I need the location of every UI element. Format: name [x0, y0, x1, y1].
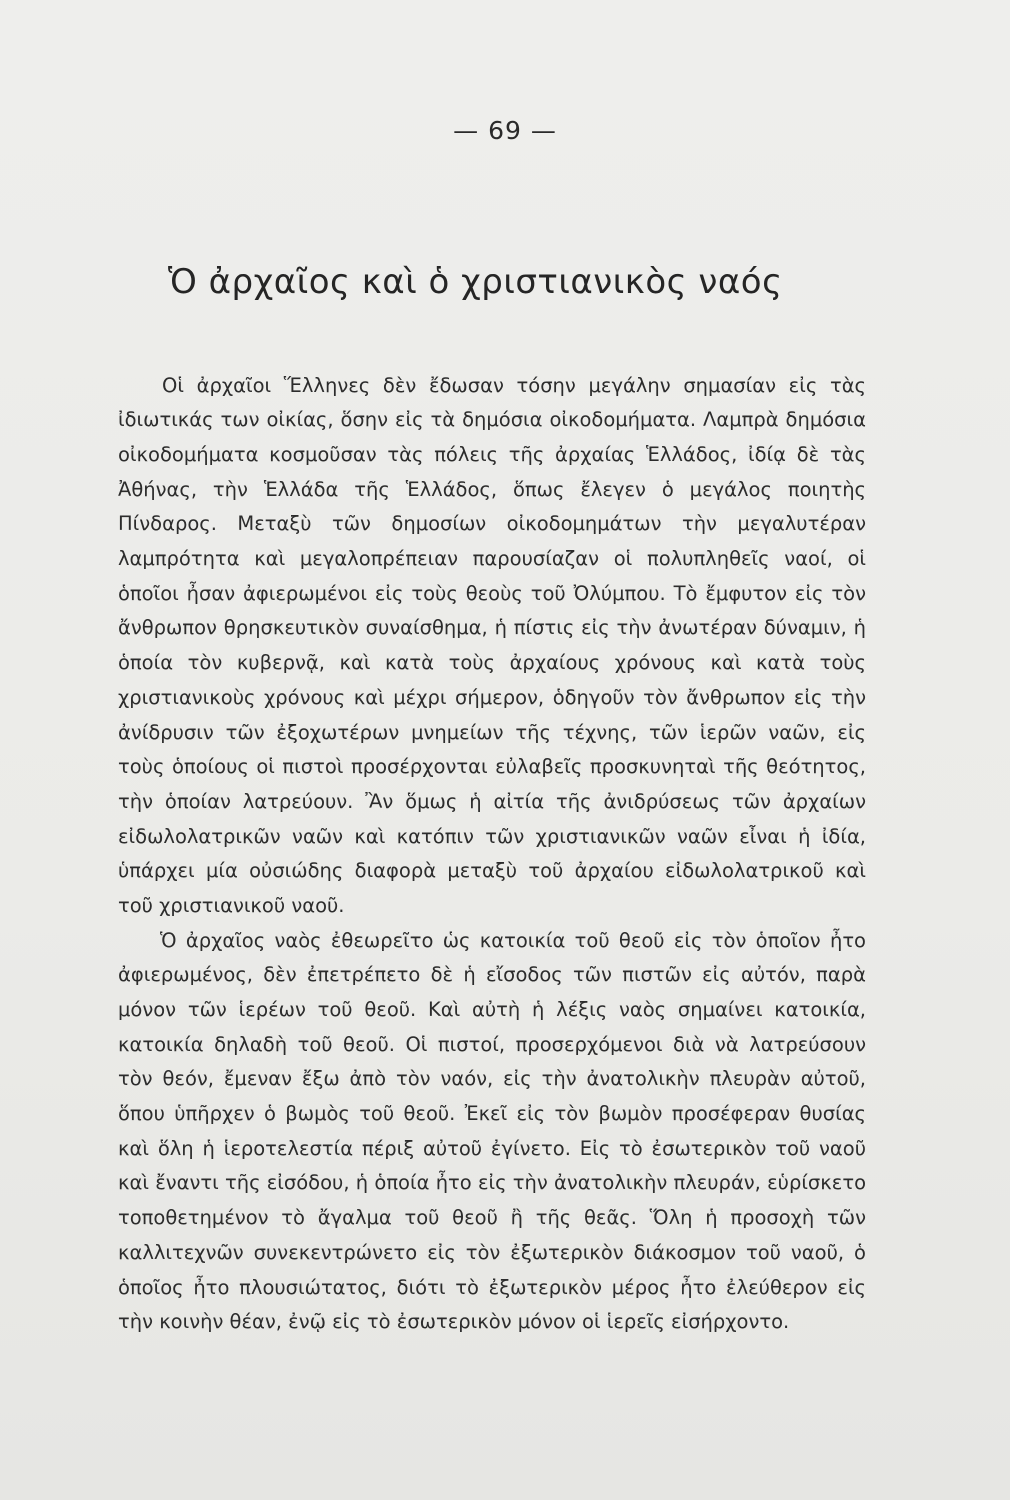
- page-number: — 69 —: [453, 116, 557, 145]
- paragraph-2: Ὁ ἀρχαῖος ναὸς ἐθεωρεῖτο ὡς κατοικία τοῦ θεοῦ εἰς τὸν ὁποῖον ἦτο ἀφιερωμένος, δὲν ἐπετρέπετο δὲ ἡ εἴσοδος τῶν πιστῶν εἰς αὐτόν, παρὰ μόνον τῶν ἱερέων τοῦ θεοῦ. Καὶ αὐτὴ ἡ λέξις ναὸς σημαίνει κατοικία, κατοικία δηλαδὴ τοῦ θεοῦ. Οἱ πιστοί, προσερχόμενοι διὰ νὰ λατρεύσουν τὸν θεόν, ἔμεναν ἔξω ἀπὸ τὸν ναόν, εἰς τὴν ἀνατολικὴν πλευρὰν αὐτοῦ, ὅπου ὑπῆρχεν ὁ βωμὸς τοῦ θεοῦ. Ἐκεῖ εἰς τὸν βωμὸν προσέφεραν θυσίας καὶ ὅλη ἡ ἱεροτελεστία πέριξ αὐτοῦ ἐγίνετο. Εἰς τὸ ἐσωτερικὸν τοῦ ναοῦ καὶ ἔναντι τῆς εἰσόδου, ἡ ὁποία ἦτο εἰς τὴν ἀνατολικὴν πλευράν, εὑρίσκετο τοποθετημένον τὸ ἄγαλμα τοῦ θεοῦ ἢ τῆς θεᾶς. Ὅλη ἡ προσοχὴ τῶν καλλιτεχνῶν συνεκεντρώνετο εἰς τὸν ἐξωτερικὸν διάκοσμον τοῦ ναοῦ, ὁ ὁποῖος ἦτο πλουσιώτατος, διότι τὸ ἐξωτερικὸν μέρος ἦτο ἐλεύθερον εἰς τὴν κοινὴν θέαν, ἐνῷ εἰς τὸ ἐσωτερικὸν μόνον οἱ ἱερεῖς εἰσήρχοντο.: [118, 928, 866, 1334]
- paragraph-1: Οἱ ἀρχαῖοι Ἕλληνες δὲν ἔδωσαν τόσην μεγάλην σημασίαν εἰς τὰς ἰδιωτικάς των οἰκίας, ὅσην εἰς τὰ δημόσια οἰκοδομήματα. Λαμπρὰ δημόσια οἰκοδομήματα κοσμοῦσαν τὰς πόλεις τῆς ἀρχαίας Ἑλλάδος, ἰδίᾳ δὲ τὰς Ἀθήνας, τὴν Ἑλλάδα τῆς Ἑλλάδος, ὅπως ἔλεγεν ὁ μεγάλος ποιητὴς Πίνδαρος. Μεταξὺ τῶν δημοσίων οἰκοδομημάτων τὴν μεγαλυτέραν λαμπρότητα καὶ μεγαλοπρέπειαν παρουσίαζαν οἱ πολυπληθεῖς ναοί, οἱ ὁποῖοι ἦσαν ἀφιερωμένοι εἰς τοὺς θεοὺς τοῦ Ὀλύμπου. Τὸ ἔμφυτον εἰς τὸν ἄνθρωπον θρησκευτικὸν συναίσθημα, ἡ πίστις εἰς τὴν ἀνωτέραν δύναμιν, ἡ ὁποία τὸν κυβερνᾷ, καὶ κατὰ τοὺς ἀρχαίους χρόνους καὶ κατὰ τοὺς χριστιανικοὺς χρόνους καὶ μέχρι σήμερον, ὁδηγοῦν τὸν ἄνθρωπον εἰς τὴν ἀνίδρυσιν τῶν ἐξοχωτέρων μνημείων τῆς τέχνης, τῶν ἱερῶν ναῶν, εἰς τοὺς ὁποίους οἱ πιστοὶ προσέρχονται εὐλαβεῖς προσκυνηταὶ τῆς θεότητος, τὴν ὁποίαν λατρεύουν. Ἂν ὅμως ἡ αἰτία τῆς ἀνιδρύσεως τῶν ἀρχαίων εἰδωλολατρικῶν ναῶν καὶ κατόπιν τῶν χριστιανικῶν ναῶν εἶναι ἡ ἰδία, ὑπάρχει μία οὐσιώδης διαφορὰ μεταξὺ τοῦ ἀρχαίου εἰδωλολατρικοῦ καὶ τοῦ χριστιανικοῦ ναοῦ.: [118, 373, 866, 918]
- chapter-title: Ὁ ἀρχαῖος καὶ ὁ χριστιανικὸς ναός: [168, 262, 783, 302]
